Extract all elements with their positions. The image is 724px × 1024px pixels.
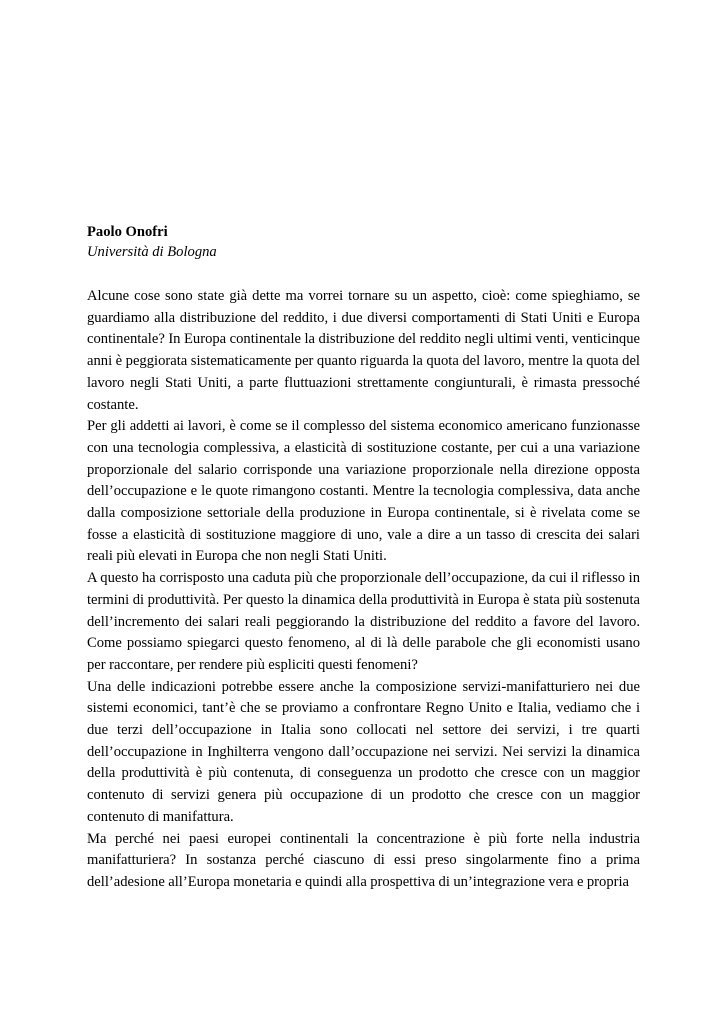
- paragraph: Alcune cose sono state già dette ma vorrei tornare su un aspetto, cioè: come spieghiamo, se guardiamo alla distribuzione del reddito, i due diversi comportamenti di Stati Uniti e Europa continentale? In Europa continentale la distribuzione del reddito negli ultimi venti, venticinque anni è peggiorata sistematicamente per quanto riguarda la quota del lavoro, mentre la quota del lavoro negli Stati Uniti, a parte fluttuazioni strettamente congiunturali, è rimasta pressoché costante.: [87, 288, 640, 413]
- author-name: Paolo Onofri: [87, 224, 168, 240]
- paragraph: Ma perché nei paesi europei continentali la concentrazione è più forte nella industria manifatturiera? In sostanza perché ciascuno di essi preso singolarmente fino a prima dell’adesione all’Europa monetaria e quindi alla prospettiva di un’integrazione vera e propria: [87, 830, 640, 890]
- paragraph: Per gli addetti ai lavori, è come se il complesso del sistema economico americano funzionasse con una tecnologia complessiva, a elasticità di sostituzione costante, per cui a una variazione proporzionale del salario corrisponde una variazione proporzionale nella direzione opposta dell’occupazione e le quote rimangono costanti. Mentre la tecnologia complessiva, data anche dalla composizione settoriale della produzione in Europa continentale, si è rivelata come se fosse a elasticità di sostituzione maggiore di uno, vale a dire a un tasso di crescita dei salari reali più elevati in Europa che non negli Stati Uniti.: [87, 418, 640, 565]
- document-body: [87, 286, 640, 894]
- paragraph: A questo ha corrisposto una caduta più che proporzionale dell’occupazione, da cui il riflesso in termini di produttività. Per questo la dinamica della produttività in Europa è stata più sostenuta dell’incremento dei salari reali peggiorando la distribuzione del reddito a favore del lavoro. Come possiamo spiegarci questo fenomeno, al di là delle parabole che gli economisti usano per raccontare, per rendere più espliciti questi fenomeni?: [87, 570, 640, 673]
- document-page: [87, 222, 640, 894]
- paragraph: Una delle indicazioni potrebbe essere anche la composizione servizi-manifatturiero nei due sistemi economici, tant’è che se proviamo a confrontare Regno Unito e Italia, vediamo che i due terzi dell’occupazione in Italia sono collocati nel settore dei servizi, i tre quarti dell’occupazione in Inghilterra vengono dall’occupazione nei servizi. Nei servizi la dinamica della produttività è più contenuta, di conseguenza un prodotto che cresce con un maggior contenuto di servizi genera più occupazione di un prodotto che cresce con un maggior contenuto di manifattura.: [87, 678, 640, 825]
- author-affiliation: Università di Bologna: [87, 244, 217, 260]
